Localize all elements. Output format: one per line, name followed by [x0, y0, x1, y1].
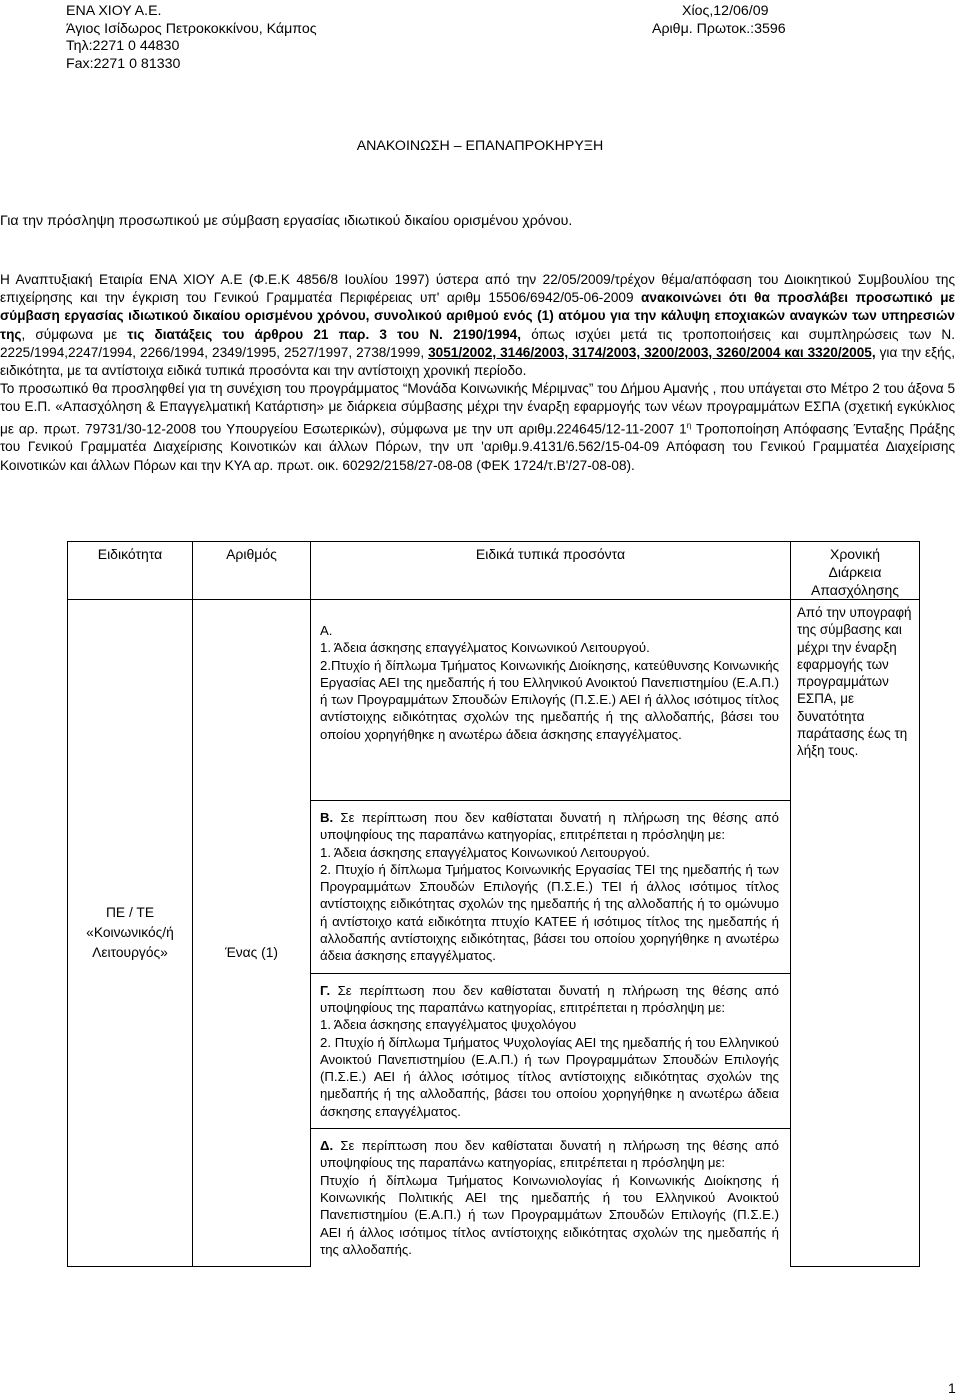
positions-table — [67, 541, 920, 1267]
place-date: Χίος,12/06/09 — [682, 3, 769, 19]
qual-a-item-1: 1. Άδεια άσκησης επαγγέλματος Κοινωνικού Λειτουργού. — [320, 640, 650, 656]
p1-laws-underlined: 3051/2002, 3146/2003, 3174/2003, 3200/2003, 3260/2004 και 3320/2005, — [428, 344, 876, 360]
p2-program: Μονάδα Κοινωνικής Μέριμνας — [407, 381, 589, 397]
header-count: Αριθμός — [193, 542, 311, 600]
p1-according: , σύμφωνα με — [21, 326, 118, 342]
specialty-cell — [68, 600, 193, 1267]
qual-d-intro-text: Σε περίπτωση που δεν καθίσταται δυνατή η πλήρωση της θέσης από υποψηφίους της παραπάνω κατηγορίας, επιτρέπεται η πρόσληψη με: — [320, 1138, 779, 1171]
qualification-d — [311, 1129, 791, 1267]
count-cell — [193, 600, 311, 1267]
header-qualifications: Ειδικά τυπικά προσόντα — [311, 542, 791, 600]
qualification-b — [311, 801, 791, 974]
qualification-c — [311, 973, 791, 1128]
qual-c-intro — [320, 982, 779, 1017]
org-phone: Τηλ:2271 0 44830 — [66, 38, 180, 54]
org-name: ΕΝΑ ΧΙΟΥ Α.Ε. — [66, 3, 162, 19]
p1-law: τις διατάξεις του άρθρου 21 παρ. 3 του Ν. 2190/1994, — [127, 326, 522, 342]
qual-a-item-2: 2.Πτυχίο ή δίπλωμα Τμήματος Κοινωνικής Διοίκησης, κατεύθυνσης Κοινωνικής Εργασίας ΑΕΙ της ημεδαπής ή του Ελληνικού Ανοικτού Πανεπιστημίου (Ε.Α.Π.) ή των Προγραμμάτων Σπουδών Επιλογής (Π.Σ.Ε.) ΑΕΙ ή άλλος ισότιμος τίτλος αντίστοιχης ειδικότητας σχολών της ημεδαπής ή της αλλοδαπής, βάσει του οποίου χορηγήθηκε η ανωτέρω άδεια άσκησης επαγγέλματος. — [320, 657, 779, 742]
org-fax: Fax:2271 0 81330 — [66, 55, 181, 72]
qualification-a — [311, 600, 791, 801]
p2-closing: Τροποποίηση Απόφασης Ένταξης Πράξης του Γενικού Γραμματέα Διαχείρισης Κοινοτικών και άλλων Πόρων, την υπ 'αριθμ.9.4131/6.562/15-04-09 Απόφαση του Γενικού Γραμματέα Διαχείρισης Κοινοτικών και άλλων Πόρων και την ΚΥΑ αρ. πρωτ. οικ. 60292/2158/27-08-08 (ΦΕΚ 1724/τ.Β'/27-08-08). — [0, 421, 955, 473]
paragraph-1 — [0, 271, 955, 380]
paragraph-2: Το προσωπικό θα προσληφθεί για τη συνέχιση του προγράμματος “Μονάδα Κοινωνικής Μέριμνας” του Δήμου Αμανής , που υπάγεται στο Μέτρο 2 του άξονα 5 του Ε.Π. «Απασχόληση & Επαγγελματική Κατάρτιση» με διάρκεια σύμβασης μέχρι την έναρξη εφαρμογής των νέων προγραμμάτων ΕΣΠΑ (σχετική εγκύκλιος με αρ. πρωτ. 79731/30-12-2008 του Υπουργείου Εσωτερικών), σύμφωνα με την υπ αριθμ.224645/12-11-2007 $1^\eta$ Τροποποίηση Απόφασης Ένταξης Πράξης του Γενικού Γραμματέα Διαχείρισης Κοινοτικών και άλλων Πόρων, την υπ 'αριθμ.9.4131/6.562/15-04-09 Απόφαση του Γενικού Γραμματέα Διαχείρισης Κοινοτικών και άλλων Πόρων και την ΚΥΑ αρ. πρωτ. οικ. 60292/2158/27-08-08 (ΦΕΚ 1724/τ.Β'/27-08-08). — [0, 381, 956, 473]
org-address: Άγιος Ισίδωρος Πετροκοκκίνου, Κάμπος — [66, 20, 317, 37]
p1-announce: ανακοινώνει ότι θα προσλάβει προσωπικό με σύμβαση εργασίας ιδιωτικού δικαίου ορισμένου χρόνου, συνολικού αριθμού ενός (1) ατόμου για την κάλυψη εποχιακών αναγκών των υπηρεσιών της — [0, 290, 956, 342]
qual-a-label: Α. — [320, 623, 333, 638]
qual-c-item-1: 1. Άδεια άσκησης επαγγέλματος ψυχολόγου — [320, 1017, 577, 1033]
p1-intro: Η Αναπτυξιακή Εταιρία ΕΝΑ ΧΙΟΥ Α.Ε (Φ.Ε.Κ 4856/8 Ιουλίου 1997) ύστερα από την 22/05/2009/τρέχον θέμα/απόφαση του Διοικητικού Συμβουλίου της επιχείρησης και την έγκριση του Γενικού Γραμματέα Περιφέρειας υπ' αριθμ 15506/6942/05-06-2009 — [0, 272, 955, 306]
qual-c-label: Γ. — [320, 982, 331, 998]
announcement-body — [0, 271, 955, 475]
qual-c-item-2: 2. Πτυχίο ή δίπλωμα Τμήματος Ψυχολογίας ΑΕΙ της ημεδαπής ή του Ελληνικού Ανοικτού Πανεπιστημίου (Ε.Α.Π.) ή των Προγραμμάτων Σπουδών Επιλογής (Π.Σ.Ε.) ΑΕΙ ή άλλος ισότιμος τίτλος αντίστοιχης ειδικότητας σχολών της ημεδαπής ή της αλλοδαπής, βάσει του οποίου χορηγήθηκε η ανωτέρω άδεια άσκησης επαγγέλματος. — [320, 1034, 779, 1119]
header-specialty: Ειδικότητα — [68, 542, 193, 600]
document-subtitle: Για την πρόσληψη προσωπικού με σύμβαση εργασίας ιδιωτικού δικαίου ορισμένου χρόνου. — [0, 213, 573, 229]
duration-cell — [791, 600, 920, 1267]
qual-d-intro — [320, 1137, 779, 1172]
qual-d-text: Πτυχίο ή δίπλωμα Τμήματος Κοινωνιολογίας ή Κοινωνικής Διοίκησης ή Κοινωνικής Πολιτικής ΑΕΙ της ημεδαπής ή του Ελληνικού Ανοικτού Πανεπιστημίου (Ε.Α.Π.) ή των Προγραμμάτων Σπουδών Επιλογής (Π.Σ.Ε.) ΑΕΙ ή άλλος ισότιμος τίτλος αντίστοιχης ειδικότητας σχολών της ημεδαπής ή της αλλοδαπής. — [320, 1172, 779, 1257]
sender-block — [66, 3, 317, 73]
table-row — [68, 600, 920, 801]
date-block — [652, 3, 786, 38]
header-duration: Χρονική Διάρκεια Απασχόλησης — [791, 542, 920, 600]
p2-intro: Το προσωπικό θα προσληφθεί για τη συνέχιση του προγράμματος — [0, 381, 399, 397]
qual-b-intro-text: Σε περίπτωση που δεν καθίσταται δυνατή η πλήρωση της θέσης από υποψηφίους της παραπάνω κατηγορίας, επιτρέπεται η πρόσληψη με: — [320, 810, 779, 843]
qual-b-item-1: 1. Άδεια άσκησης επαγγέλματος Κοινωνικού Λειτουργού. — [320, 844, 650, 860]
p1-amendments: όπως ισχύει μετά τις τροποποιήσεις και συμπληρώσεις των Ν. 2225/1994,2247/1994, 2266/1994, 2349/1995, 2527/1997, 2738/1999, — [0, 326, 956, 360]
protocol-number: Αριθμ. Πρωτοκ.:3596 — [652, 20, 786, 37]
p2-details: του Δήμου Αμανής , που υπάγεται στο Μέτρο 2 του άξονα 5 του Ε.Π. «Απασχόληση & Επαγγελματική Κατάρτιση» με διάρκεια σύμβασης μέχρι την έναρξη εφαρμογής των νέων προγραμμάτων ΕΣΠΑ (σχετική εγκύκλιος με αρ. πρωτ. 79731/30-12-2008 του Υπουργείου Εσωτερικών), σύμφωνα με την υπ αριθμ.224645/12-11-2007 1 — [0, 381, 956, 437]
p1-closing: για την εξής, ειδικότητα, με τα αντίστοιχα ειδικά τυπικά προσόντα και την αντίστοιχη χρονική περίοδο. — [0, 344, 956, 379]
qual-b-intro — [320, 809, 779, 844]
duration-text: Από την υπογραφή της σύμβασης και μέχρι την έναρξη εφαρμογής των προγραμμάτων ΕΣΠΑ, με δυνατότητα παράτασης έως τη λήξη τους. — [797, 605, 912, 759]
qual-c-intro-text: Σε περίπτωση που δεν καθίσταται δυνατή η πλήρωση της θέσης από υποψηφίους της παραπάνω κατηγορίας, επιτρέπεται η πρόσληψη με: — [320, 982, 779, 1015]
p2-sup: η — [686, 420, 692, 430]
document-title: ΑΝΑΚΟΙΝΩΣΗ – ΕΠΑΝΑΠΡΟΚΗΡΥΞΗ — [356, 138, 604, 154]
count-text: Ένας (1) — [224, 944, 279, 960]
specialty-text: ΠΕ / ΤΕ «Κοινωνικός/ή Λειτουργός» — [86, 904, 174, 960]
page-number: 1 — [948, 1380, 956, 1396]
qual-b-label: Β. — [320, 810, 334, 825]
qual-b-item-2: 2. Πτυχίο ή δίπλωμα Τμήματος Κοινωνικής Εργασίας ΤΕΙ της ημεδαπής ή των Προγραμμάτων Σπουδών Επιλογής (Π.Σ.Ε.) ΤΕΙ ή άλλος ισότιμος τίτλος αντίστοιχης ειδικότητας σχολών της ημεδαπής ή της αλλοδαπής ή το ομώνυμο ή αντίστοιχο κατά ειδικότητα πτυχίο ΚΑΤΕΕ ή ισότιμος τίτλος της ημεδαπής ή αλλοδαπής αντίστοιχης ειδικότητας, βάσει του οποίου χορηγήθηκε η ανωτέρω άδεια άσκησης επαγγέλματος. — [320, 861, 779, 964]
table-header-row — [68, 542, 920, 600]
qual-d-label: Δ. — [320, 1138, 334, 1154]
